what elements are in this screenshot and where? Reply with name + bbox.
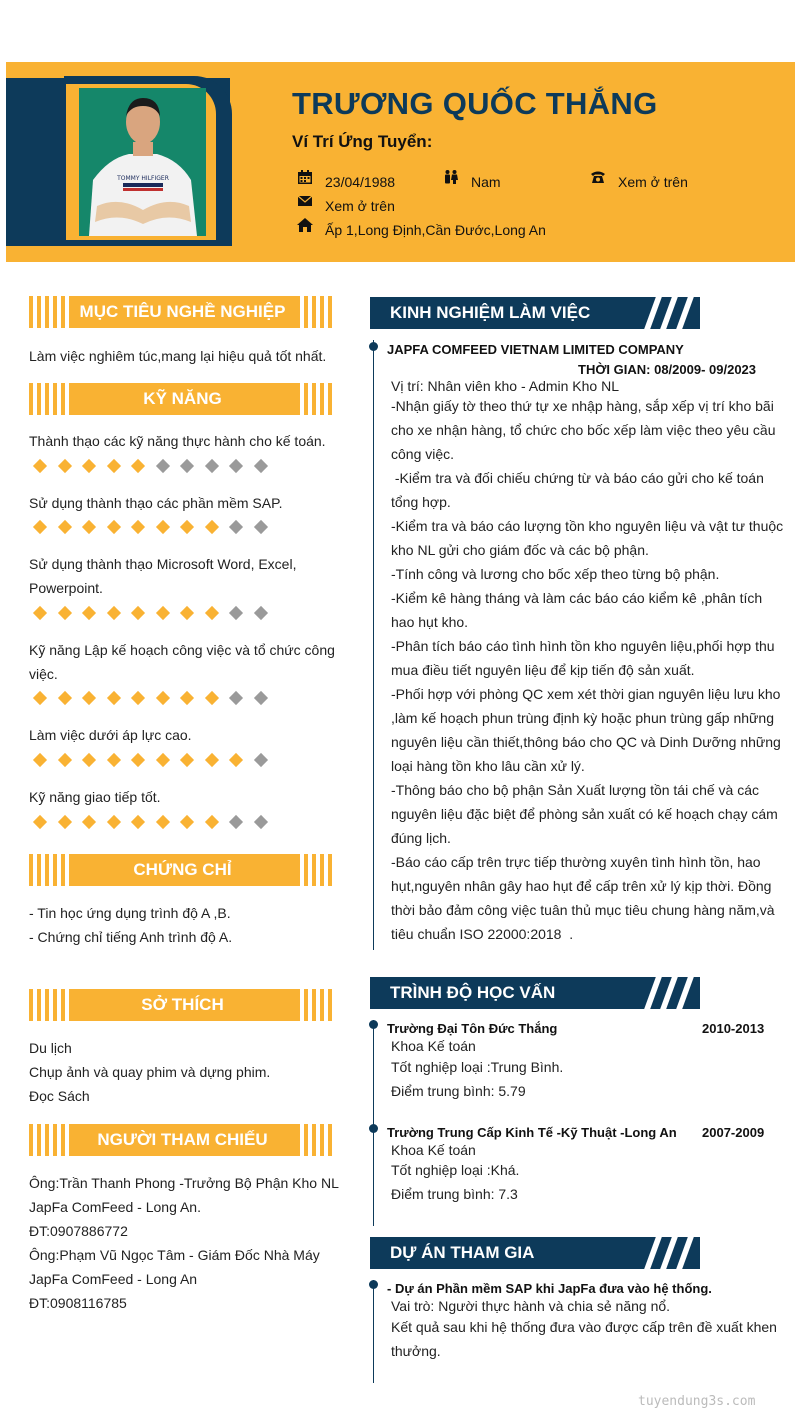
experience-header — [370, 297, 700, 329]
rating-diamond-filled-icon — [155, 753, 169, 767]
project-line: Kết quả sau khi hệ thống đưa vào được cấp trên đề xuất khen — [391, 1319, 777, 1335]
reference-line: Ông:Trần Thanh Phong -Trưởng Bộ Phận Kho NL — [29, 1175, 339, 1191]
hobby-line: Chụp ảnh và quay phim và dựng phim. — [29, 1064, 271, 1080]
education-line: Khoa Kế toán — [391, 1142, 476, 1158]
experience-line: nguyên liệu đặc biệt để phòng sản xuất có kế hoạch chạy cám — [391, 806, 778, 822]
experience-details — [391, 394, 784, 946]
hobby-line: Đọc Sách — [29, 1088, 90, 1104]
school-name: Trường Trung Cấp Kinh Tế -Kỹ Thuật -Long An — [387, 1125, 677, 1140]
shirt-logo-text: TOMMY HILFIGER — [117, 175, 169, 182]
reference-line: ĐT:0907886772 — [29, 1223, 128, 1239]
rating-diamond-filled-icon — [82, 520, 96, 534]
rating-diamond-filled-icon — [131, 753, 145, 767]
experience-line: kho NL gửi cho giám đốc và các bộ phận. — [391, 542, 649, 558]
rating-diamond-filled-icon — [155, 606, 169, 620]
experience-line: tiêu chuẩn ISO 22000:2018 . — [391, 926, 574, 942]
project-line: thưởng. — [391, 1343, 441, 1359]
rating-diamond-filled-icon — [82, 459, 96, 473]
profile-photo — [79, 88, 206, 236]
company-name: JAPFA COMFEED VIETNAM LIMITED COMPANY — [387, 342, 684, 357]
rating-diamond-filled-icon — [33, 459, 47, 473]
references-title: NGƯỜI THAM CHIẾU — [69, 1124, 296, 1156]
certificates-header — [29, 854, 336, 886]
experience-line: loại hàng tồn kho lâu cần xử lý. — [391, 758, 585, 774]
experience-line: hao hụt kho. — [391, 614, 469, 630]
rating-diamond-empty-icon — [155, 459, 169, 473]
experience-line: -Báo cáo cấp trên trực tiếp thường xuyên tình hình tồn, hao — [391, 854, 761, 870]
skill-rating — [33, 814, 278, 830]
timeline-dot — [369, 1020, 378, 1029]
rating-diamond-empty-icon — [229, 815, 243, 829]
experience-line: -Kiểm tra và báo cáo lượng tồn kho nguyên liệu và vật tư thuộc — [391, 518, 784, 534]
rating-diamond-filled-icon — [204, 606, 218, 620]
rating-diamond-filled-icon — [106, 520, 120, 534]
timeline-dot — [369, 1124, 378, 1133]
certificates-title: CHỨNG CHỈ — [69, 854, 296, 886]
rating-diamond-filled-icon — [180, 691, 194, 705]
rating-diamond-filled-icon — [131, 691, 145, 705]
experience-line: -Kiểm kê hàng tháng và làm các báo cáo kiểm kê ,phân tích — [391, 590, 763, 606]
reference-line: ĐT:0908116785 — [29, 1295, 127, 1311]
rating-diamond-empty-icon — [229, 459, 243, 473]
rating-diamond-filled-icon — [204, 691, 218, 705]
rating-diamond-empty-icon — [253, 753, 267, 767]
project-name: - Dự án Phần mềm SAP khi JapFa đưa vào hệ thống. — [387, 1281, 712, 1296]
school-years: 2010-2013 — [702, 1021, 765, 1036]
rating-diamond-filled-icon — [106, 606, 120, 620]
phone-text: Xem ở trên — [618, 174, 688, 190]
rating-diamond-filled-icon — [155, 815, 169, 829]
timeline-dot — [369, 1280, 378, 1289]
rating-diamond-filled-icon — [131, 459, 145, 473]
email-icon — [297, 194, 313, 208]
header-slash-decoration — [675, 1237, 696, 1269]
rating-diamond-empty-icon — [253, 459, 267, 473]
gender-text: Nam — [471, 174, 501, 190]
email-text: Xem ở trên — [325, 198, 395, 214]
rating-diamond-empty-icon — [229, 606, 243, 620]
header-slash-decoration — [643, 1237, 664, 1269]
experience-line: tổng hợp. — [391, 494, 451, 510]
rating-diamond-filled-icon — [82, 753, 96, 767]
header-slash-decoration — [643, 977, 664, 1009]
rating-diamond-empty-icon — [229, 691, 243, 705]
experience-line: -Phân tích báo cáo tình hình tồn kho nguyên liệu,phối hợp thu — [391, 638, 775, 654]
rating-diamond-filled-icon — [106, 459, 120, 473]
rating-diamond-filled-icon — [131, 520, 145, 534]
education-line: Điểm trung bình: 7.3 — [391, 1186, 518, 1202]
rating-diamond-filled-icon — [57, 815, 71, 829]
objective-title: MỤC TIÊU NGHỀ NGHIỆP — [69, 296, 296, 328]
education-title: TRÌNH ĐỘ HỌC VẤN — [390, 983, 556, 1002]
candidate-name: TRƯƠNG QUỐC THẮNG — [292, 86, 658, 121]
calendar-icon — [297, 170, 313, 184]
timeline-dot — [369, 342, 378, 351]
rating-diamond-filled-icon — [131, 815, 145, 829]
projects-header — [370, 1237, 700, 1269]
rating-diamond-filled-icon — [204, 520, 218, 534]
experience-line: hụt,nguyên nhân gây hao hụt để cấp trên xử lý kịp thời. Đồng — [391, 878, 772, 894]
skill-rating — [33, 519, 278, 535]
skill-rating — [33, 605, 278, 621]
education-line: Tốt nghiệp loại :Trung Bình. — [391, 1059, 564, 1075]
experience-line: nguyên liệu cần thiết,thông báo cho QC và Dinh Dưỡng những — [391, 734, 781, 750]
rating-diamond-empty-icon — [204, 459, 218, 473]
rating-diamond-filled-icon — [180, 520, 194, 534]
experience-line: đúng lịch. — [391, 830, 451, 846]
experience-line: mua điều tiết nguyên liệu để kịp tiến độ sản xuất. — [391, 662, 695, 678]
school-name: Trường Đại Tôn Đức Thắng — [387, 1021, 558, 1036]
gender-icon — [443, 170, 459, 184]
work-period: THỜI GIAN: 08/2009- 09/2023 — [578, 362, 757, 377]
experience-line: -Phối hợp với phòng QC xem xét thời gian nguyên liệu lưu kho — [391, 686, 781, 702]
home-icon — [297, 218, 313, 232]
rating-diamond-empty-icon — [253, 691, 267, 705]
experience-line: công việc. — [391, 446, 455, 462]
birthday-text: 23/04/1988 — [325, 174, 396, 190]
education-line: Tốt nghiệp loại :Khá. — [391, 1162, 520, 1178]
rating-diamond-filled-icon — [82, 815, 96, 829]
rating-diamond-filled-icon — [33, 815, 47, 829]
skill-name: Làm việc dưới áp lực cao. — [29, 727, 192, 743]
rating-diamond-empty-icon — [253, 606, 267, 620]
rating-diamond-filled-icon — [131, 606, 145, 620]
certificate-line: - Chứng chỉ tiếng Anh trình độ A. — [29, 929, 233, 945]
education-timeline — [373, 1020, 374, 1226]
reference-line: JapFa ComFeed - Long An — [29, 1271, 198, 1287]
header-slash-decoration — [675, 297, 696, 329]
rating-diamond-empty-icon — [253, 815, 267, 829]
rating-diamond-filled-icon — [180, 815, 194, 829]
position-label: Ví Trí Ứng Tuyển: — [292, 132, 433, 151]
references-header — [29, 1124, 336, 1156]
skill-name: Kỹ năng giao tiếp tốt. — [29, 789, 161, 805]
rating-diamond-filled-icon — [106, 815, 120, 829]
skill-name: Kỹ năng Lập kế hoạch công việc và tổ chức công việc. — [29, 642, 335, 682]
skill-rating — [33, 458, 278, 474]
hobbies-title: SỞ THÍCH — [69, 989, 296, 1021]
project-line: Vai trò: Người thực hành và chia sẻ năng nổ. — [391, 1298, 671, 1314]
header-slash-decoration — [675, 977, 696, 1009]
projects-timeline — [373, 1280, 374, 1383]
skill-name: Sử dụng thành thạo các phần mềm SAP. — [29, 495, 283, 511]
header-slash-decoration — [659, 297, 680, 329]
experience-line: thời bảo đảm công việc tuân thủ mục tiêu chung hàng năm,và — [391, 902, 775, 918]
work-role: Vị trí: Nhân viên kho - Admin Kho NL — [391, 378, 619, 394]
rating-diamond-filled-icon — [106, 691, 120, 705]
objective-text: Làm việc nghiêm túc,mang lại hiệu quả tốt nhất. — [29, 348, 327, 364]
rating-diamond-empty-icon — [229, 520, 243, 534]
reference-line: JapFa ComFeed - Long An. — [29, 1199, 201, 1215]
projects-title: DỰ ÁN THAM GIA — [390, 1243, 535, 1262]
rating-diamond-empty-icon — [180, 459, 194, 473]
rating-diamond-filled-icon — [57, 691, 71, 705]
experience-title: KINH NGHIỆM LÀM VIỆC — [390, 303, 591, 322]
experience-line: -Nhận giấy tờ theo thứ tự xe nhập hàng, sắp xếp vị trí kho bãi — [391, 398, 774, 414]
experience-line: -Kiểm tra và đối chiếu chứng từ và báo cáo gửi cho kế toán — [391, 470, 764, 486]
rating-diamond-filled-icon — [204, 753, 218, 767]
rating-diamond-filled-icon — [180, 753, 194, 767]
rating-diamond-filled-icon — [33, 606, 47, 620]
rating-diamond-filled-icon — [33, 753, 47, 767]
experience-timeline — [373, 340, 374, 950]
rating-diamond-filled-icon — [180, 606, 194, 620]
rating-diamond-filled-icon — [155, 520, 169, 534]
skills-title: KỸ NĂNG — [69, 383, 296, 415]
skills-header — [29, 383, 336, 415]
school-years: 2007-2009 — [702, 1125, 765, 1140]
rating-diamond-filled-icon — [57, 606, 71, 620]
rating-diamond-filled-icon — [82, 606, 96, 620]
certificate-line: - Tin học ứng dụng trình độ A ,B. — [29, 905, 231, 921]
objective-header — [29, 296, 336, 328]
skill-name: Thành thạo các kỹ năng thực hành cho kế toán. — [29, 433, 326, 449]
rating-diamond-filled-icon — [106, 753, 120, 767]
rating-diamond-empty-icon — [253, 520, 267, 534]
hobby-line: Du lịch — [29, 1040, 72, 1056]
experience-line: -Tính công và lương cho bốc xếp theo từng bộ phận. — [391, 566, 720, 582]
header-slash-decoration — [659, 1237, 680, 1269]
experience-line: ,làm kế hoạch phun trùng định kỳ hoặc phun trùng gấp những — [391, 710, 774, 726]
skill-name: Sử dụng thành thạo Microsoft Word, Excel, Powerpoint. — [29, 556, 297, 596]
watermark: tuyendung3s.com — [638, 1394, 756, 1409]
education-line: Khoa Kế toán — [391, 1038, 476, 1054]
rating-diamond-filled-icon — [155, 691, 169, 705]
reference-line: Ông:Phạm Vũ Ngọc Tâm - Giám Đốc Nhà Máy — [29, 1247, 320, 1263]
header-slash-decoration — [643, 297, 664, 329]
rating-diamond-filled-icon — [33, 691, 47, 705]
education-line: Điểm trung bình: 5.79 — [391, 1083, 526, 1099]
header-slash-decoration — [659, 977, 680, 1009]
rating-diamond-filled-icon — [57, 459, 71, 473]
hobbies-header — [29, 989, 336, 1021]
rating-diamond-filled-icon — [33, 520, 47, 534]
experience-line: -Thông báo cho bộ phận Sản Xuất lượng tồn tái chế và các — [391, 782, 760, 798]
rating-diamond-filled-icon — [57, 520, 71, 534]
rating-diamond-filled-icon — [229, 753, 243, 767]
rating-diamond-filled-icon — [204, 815, 218, 829]
skill-rating — [33, 752, 278, 768]
education-header — [370, 977, 700, 1009]
rating-diamond-filled-icon — [82, 691, 96, 705]
address-text: Ấp 1,Long Định,Cần Đước,Long An — [325, 222, 546, 238]
skill-rating — [33, 690, 278, 706]
experience-line: cho xe nhận hàng, tổ chức cho bốc xếp làm việc theo yêu cầu — [391, 422, 776, 438]
phone-icon — [590, 170, 606, 184]
rating-diamond-filled-icon — [57, 753, 71, 767]
